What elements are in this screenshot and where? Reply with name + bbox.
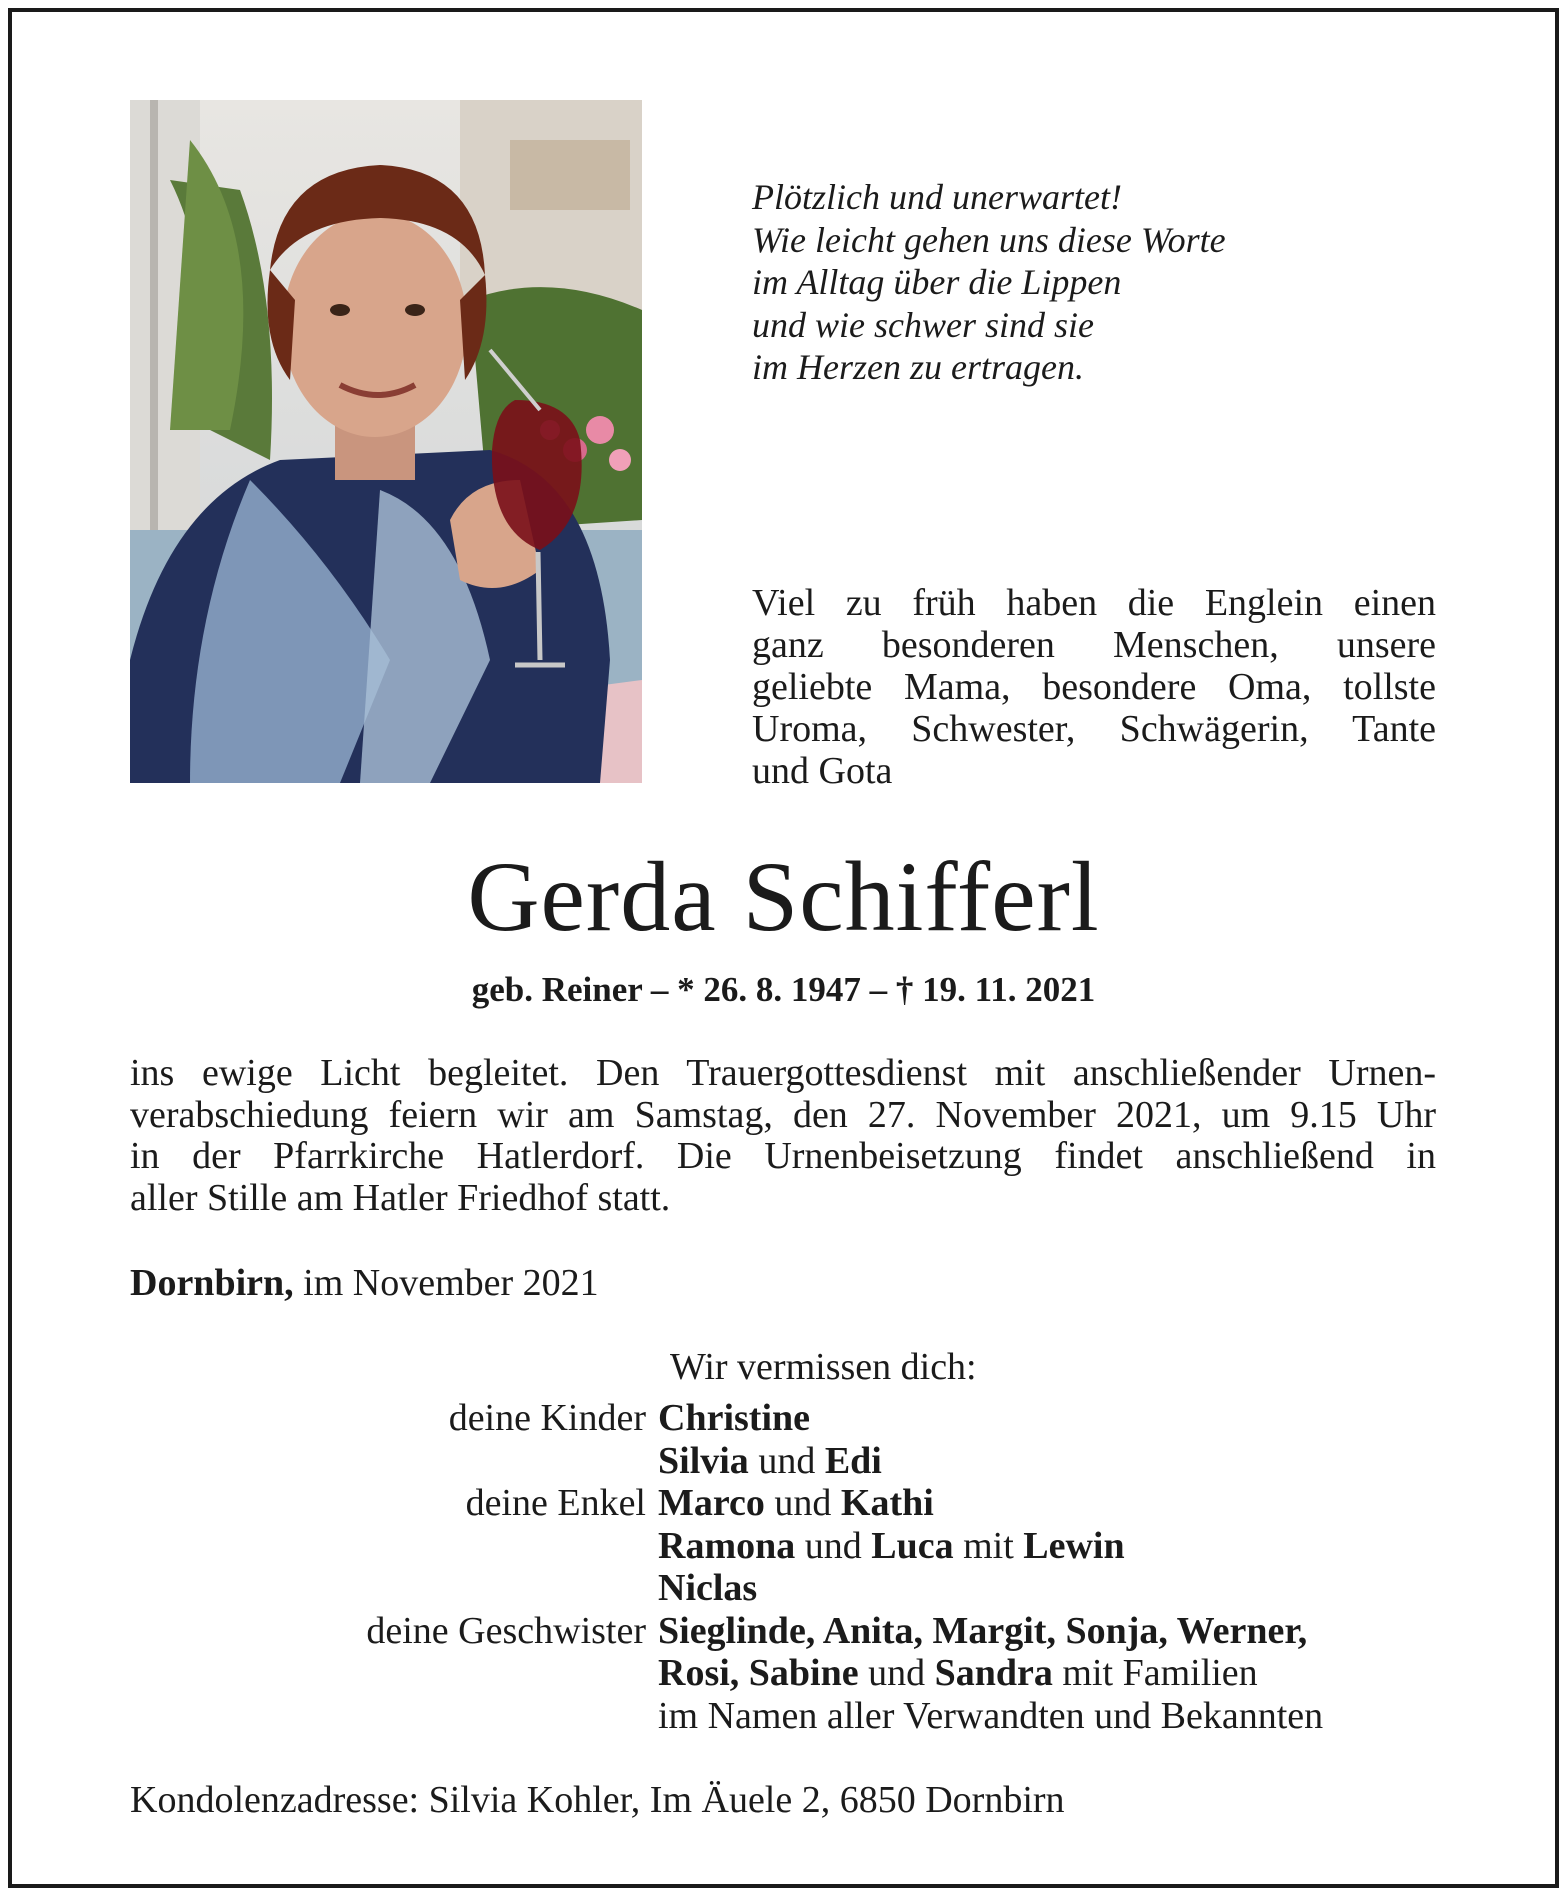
service-line: verabschiedung feiern wir am Samstag, den 27. November 2021, um 9.15 Uhr bbox=[130, 1093, 1436, 1136]
person-name: Luca bbox=[871, 1524, 954, 1567]
person-name: Marco bbox=[658, 1482, 765, 1524]
family-row bbox=[130, 1440, 1450, 1483]
service-line: aller Stille am Hatler Friedhof statt. bbox=[130, 1176, 671, 1219]
person-name: Ramona bbox=[658, 1524, 796, 1567]
family-row bbox=[130, 1525, 1450, 1568]
families-note: mit Familien bbox=[1052, 1652, 1258, 1694]
person-name: Lewin bbox=[1023, 1524, 1125, 1567]
relation-label: deine Enkel bbox=[465, 1482, 646, 1524]
person-name: Edi bbox=[824, 1439, 882, 1482]
conjunction: und bbox=[858, 1652, 935, 1694]
portrait-illustration bbox=[130, 100, 642, 783]
portrait-photo bbox=[130, 100, 642, 783]
family-row bbox=[130, 1610, 1450, 1653]
poem-line: Plötzlich und unerwartet! bbox=[752, 177, 1122, 217]
relation-label-empty bbox=[130, 1695, 658, 1738]
person-name: Niclas bbox=[658, 1567, 758, 1609]
family-row bbox=[130, 1567, 1450, 1610]
intro-line: Uroma, Schwester, Schwägerin, Tante bbox=[752, 708, 1436, 750]
poem-line: Wie leicht gehen uns diese Worte bbox=[752, 219, 1226, 260]
poem-line: im Alltag über die Lippen bbox=[752, 262, 1122, 302]
relation-label: deine Kinder bbox=[448, 1397, 646, 1439]
service-line: ins ewige Licht begleitet. Den Trauergottesdienst mit anschließender Urnen- bbox=[130, 1052, 1436, 1094]
person-name: Sieglinde, Anita, Margit, Sonja, Werner, bbox=[658, 1609, 1308, 1652]
family-row bbox=[130, 1397, 1450, 1440]
family-row bbox=[130, 1652, 1450, 1695]
deceased-name: Gerda Schifferl bbox=[467, 841, 1100, 952]
poem-block bbox=[752, 176, 1452, 389]
relation-label-empty bbox=[130, 1652, 658, 1695]
family-list bbox=[130, 1397, 1450, 1737]
service-paragraph bbox=[130, 1053, 1436, 1219]
intro-line: ganz besonderen Menschen, unsere bbox=[752, 624, 1436, 666]
condolence-address: Kondolenzadresse: Silvia Kohler, Im Äuele 2, 6850 Dornbirn bbox=[130, 1779, 1065, 1821]
relation-names bbox=[658, 1440, 1450, 1483]
relation-names bbox=[658, 1397, 1450, 1440]
relation-names bbox=[658, 1482, 1450, 1525]
relation-names: im Namen aller Verwandten und Bekannten bbox=[658, 1694, 1324, 1737]
intro-paragraph bbox=[752, 582, 1436, 792]
conjunction: und bbox=[748, 1439, 825, 1482]
person-name: Sandra bbox=[934, 1652, 1053, 1694]
person-name: Rosi, Sabine bbox=[658, 1652, 859, 1694]
family-row bbox=[130, 1695, 1450, 1738]
relation-label: deine Geschwister bbox=[366, 1609, 646, 1652]
intro-line: geliebte Mama, besondere Oma, tollste bbox=[752, 666, 1436, 708]
poem-line: im Herzen zu ertragen. bbox=[752, 347, 1084, 387]
person-name: Kathi bbox=[840, 1482, 934, 1524]
relation-label-empty bbox=[130, 1525, 658, 1568]
service-line: in der Pfarrkirche Hatlerdorf. Die Urnenbeisetzung findet anschließend in bbox=[130, 1135, 1436, 1177]
conjunction: und bbox=[795, 1524, 872, 1567]
place-city: Dornbirn, bbox=[130, 1262, 294, 1304]
relation-names bbox=[658, 1652, 1450, 1695]
relation-label-empty bbox=[130, 1567, 658, 1610]
place-month: im November 2021 bbox=[293, 1262, 599, 1304]
relation-names bbox=[658, 1610, 1450, 1653]
relation-names bbox=[658, 1525, 1450, 1568]
life-dates: geb. Reiner – * 26. 8. 1947 – † 19. 11. 2021 bbox=[471, 970, 1096, 1009]
relation-names bbox=[658, 1567, 1450, 1610]
miss-heading: Wir vermissen dich: bbox=[670, 1346, 977, 1388]
conjunction: mit bbox=[953, 1524, 1024, 1567]
intro-line: und Gota bbox=[752, 750, 893, 792]
person-name: Christine bbox=[658, 1397, 810, 1439]
relation-label-empty bbox=[130, 1440, 658, 1483]
intro-line: Viel zu früh haben die Englein einen bbox=[752, 582, 1436, 624]
place-date bbox=[130, 1262, 599, 1304]
person-name: Silvia bbox=[658, 1439, 749, 1482]
poem-line: und wie schwer sind sie bbox=[752, 304, 1094, 345]
family-row bbox=[130, 1482, 1450, 1525]
conjunction: und bbox=[764, 1482, 841, 1524]
